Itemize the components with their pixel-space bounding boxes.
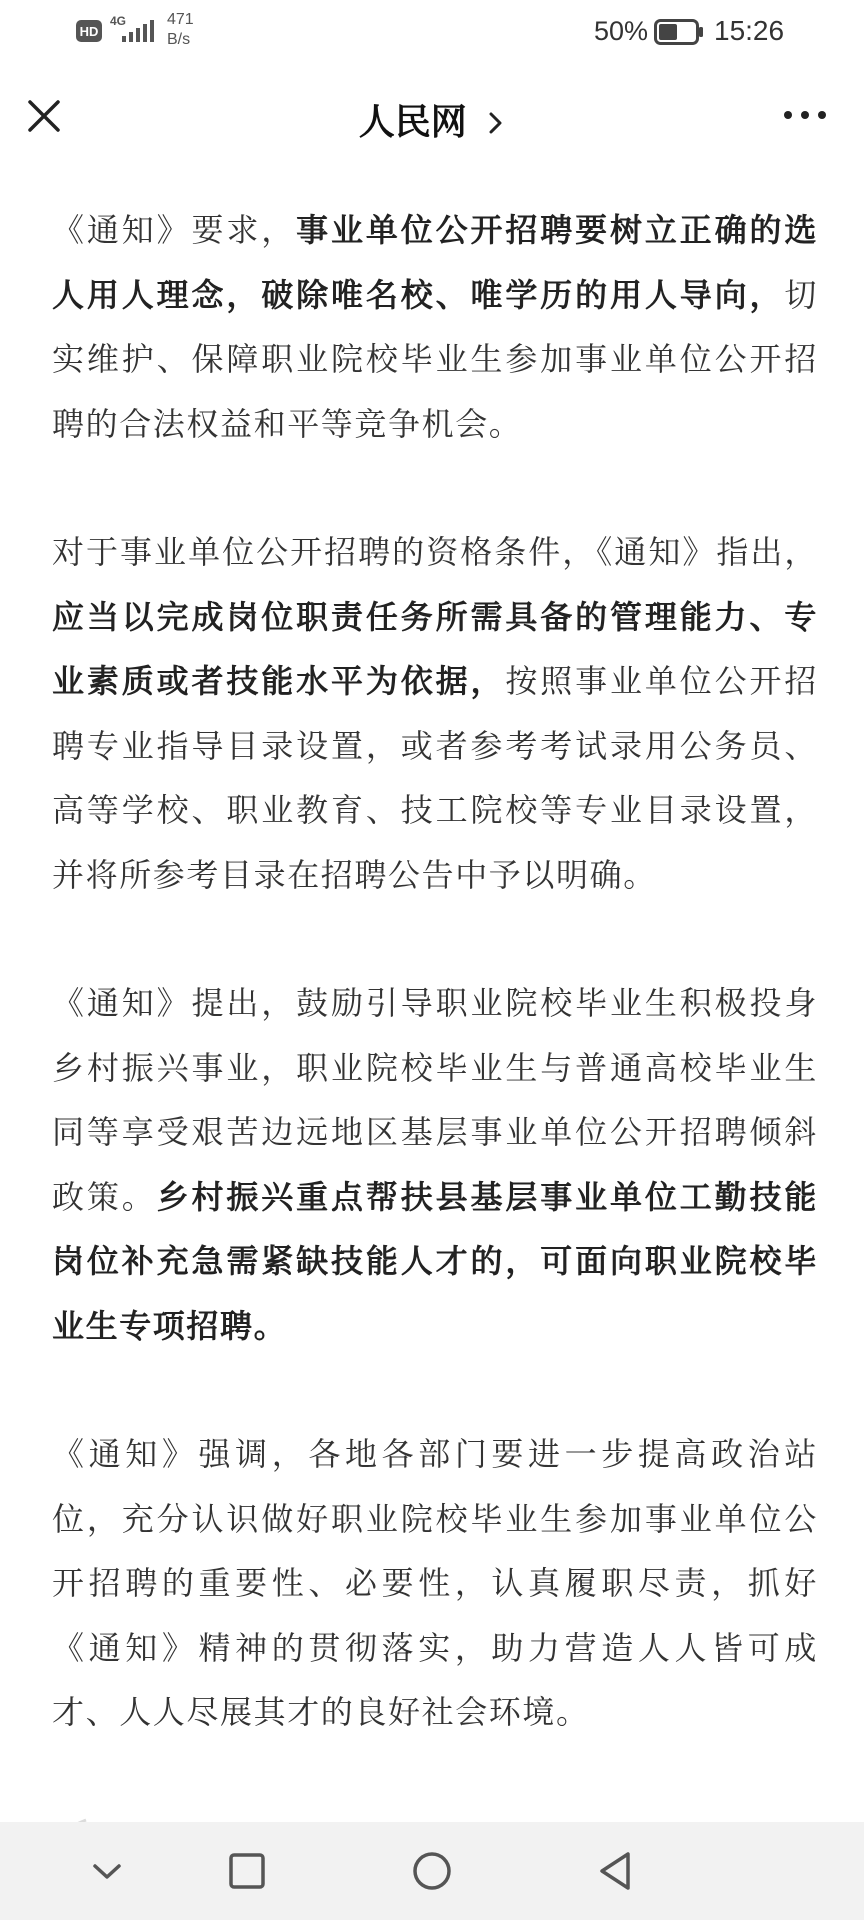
- account-title-link[interactable]: [0, 94, 864, 145]
- recents-square-icon[interactable]: [220, 1844, 274, 1898]
- text-run: 《通知》提出，鼓励引导职业院校毕业生积极投身乡村振兴事业，职业院校毕业生与普通高校毕业生同等享受艰苦边远地区基层事业单位公开招聘倾斜政策。: [52, 984, 818, 1216]
- page-header: [0, 64, 864, 168]
- navigation-bar: [0, 1822, 864, 1920]
- article-paragraph: [52, 198, 818, 456]
- text-run: 《通知》强调，各地各部门要进一步提高政治站位，充分认识做好职业院校毕业生参加事业单位公开招聘的重要性、必要性，认真履职尽责，抓好《通知》精神的贯彻落实，助力营造人人皆可成才、人人尽展其才的良好社会环境。: [52, 1435, 818, 1731]
- more-dots-icon[interactable]: [780, 100, 830, 130]
- text-run: 切实维护、保障职业院校毕业生参加事业单位公开招聘的合法权益和平等竞争机会。: [52, 275, 818, 443]
- network-type: 4G: [110, 14, 127, 28]
- status-bar: [0, 0, 864, 64]
- article-paragraph: [52, 520, 818, 907]
- bold-text-run: 乡村振兴重点帮扶县基层事业单位工勤技能岗位补充急需紧缺技能人才的，可面向职业院校毕业生专项招聘。: [52, 1177, 818, 1345]
- network-speed: [167, 10, 194, 50]
- text-run: 对于事业单位公开招聘的资格条件，《通知》指出，: [52, 533, 818, 571]
- bold-text-run: 事业单位公开招聘要树立正确的选人用人理念，破除唯名校、唯学历的用人导向，: [52, 211, 818, 314]
- article-paragraph: [52, 1422, 818, 1745]
- chevron-down-icon[interactable]: [80, 1844, 134, 1898]
- text-run: 《通知》要求，: [52, 211, 297, 249]
- chevron-right-icon: [487, 108, 505, 138]
- battery-icon: [654, 19, 704, 45]
- article-body: [52, 198, 818, 1809]
- speed-unit: B/s: [167, 31, 191, 48]
- battery-percent: 50%: [594, 16, 649, 46]
- home-circle-icon[interactable]: [405, 1844, 459, 1898]
- hd-badge: HD: [76, 20, 102, 42]
- article-paragraph: [52, 971, 818, 1358]
- signal-icon: [120, 20, 156, 44]
- bold-text-run: 应当以完成岗位职责任务所需具备的管理能力、专业素质或者技能水平为依据，: [52, 597, 818, 700]
- speed-value: 471: [167, 11, 194, 28]
- back-triangle-icon[interactable]: [590, 1844, 644, 1898]
- text-run: 按照事业单位公开招聘专业指导目录设置，或者参考考试录用公务员、高等学校、职业教育、技工院校等专业目录设置，并将所参考目录在招聘公告中予以明确。: [52, 662, 818, 894]
- clock: 15:26: [714, 15, 785, 46]
- page-title: 人民网: [358, 102, 467, 143]
